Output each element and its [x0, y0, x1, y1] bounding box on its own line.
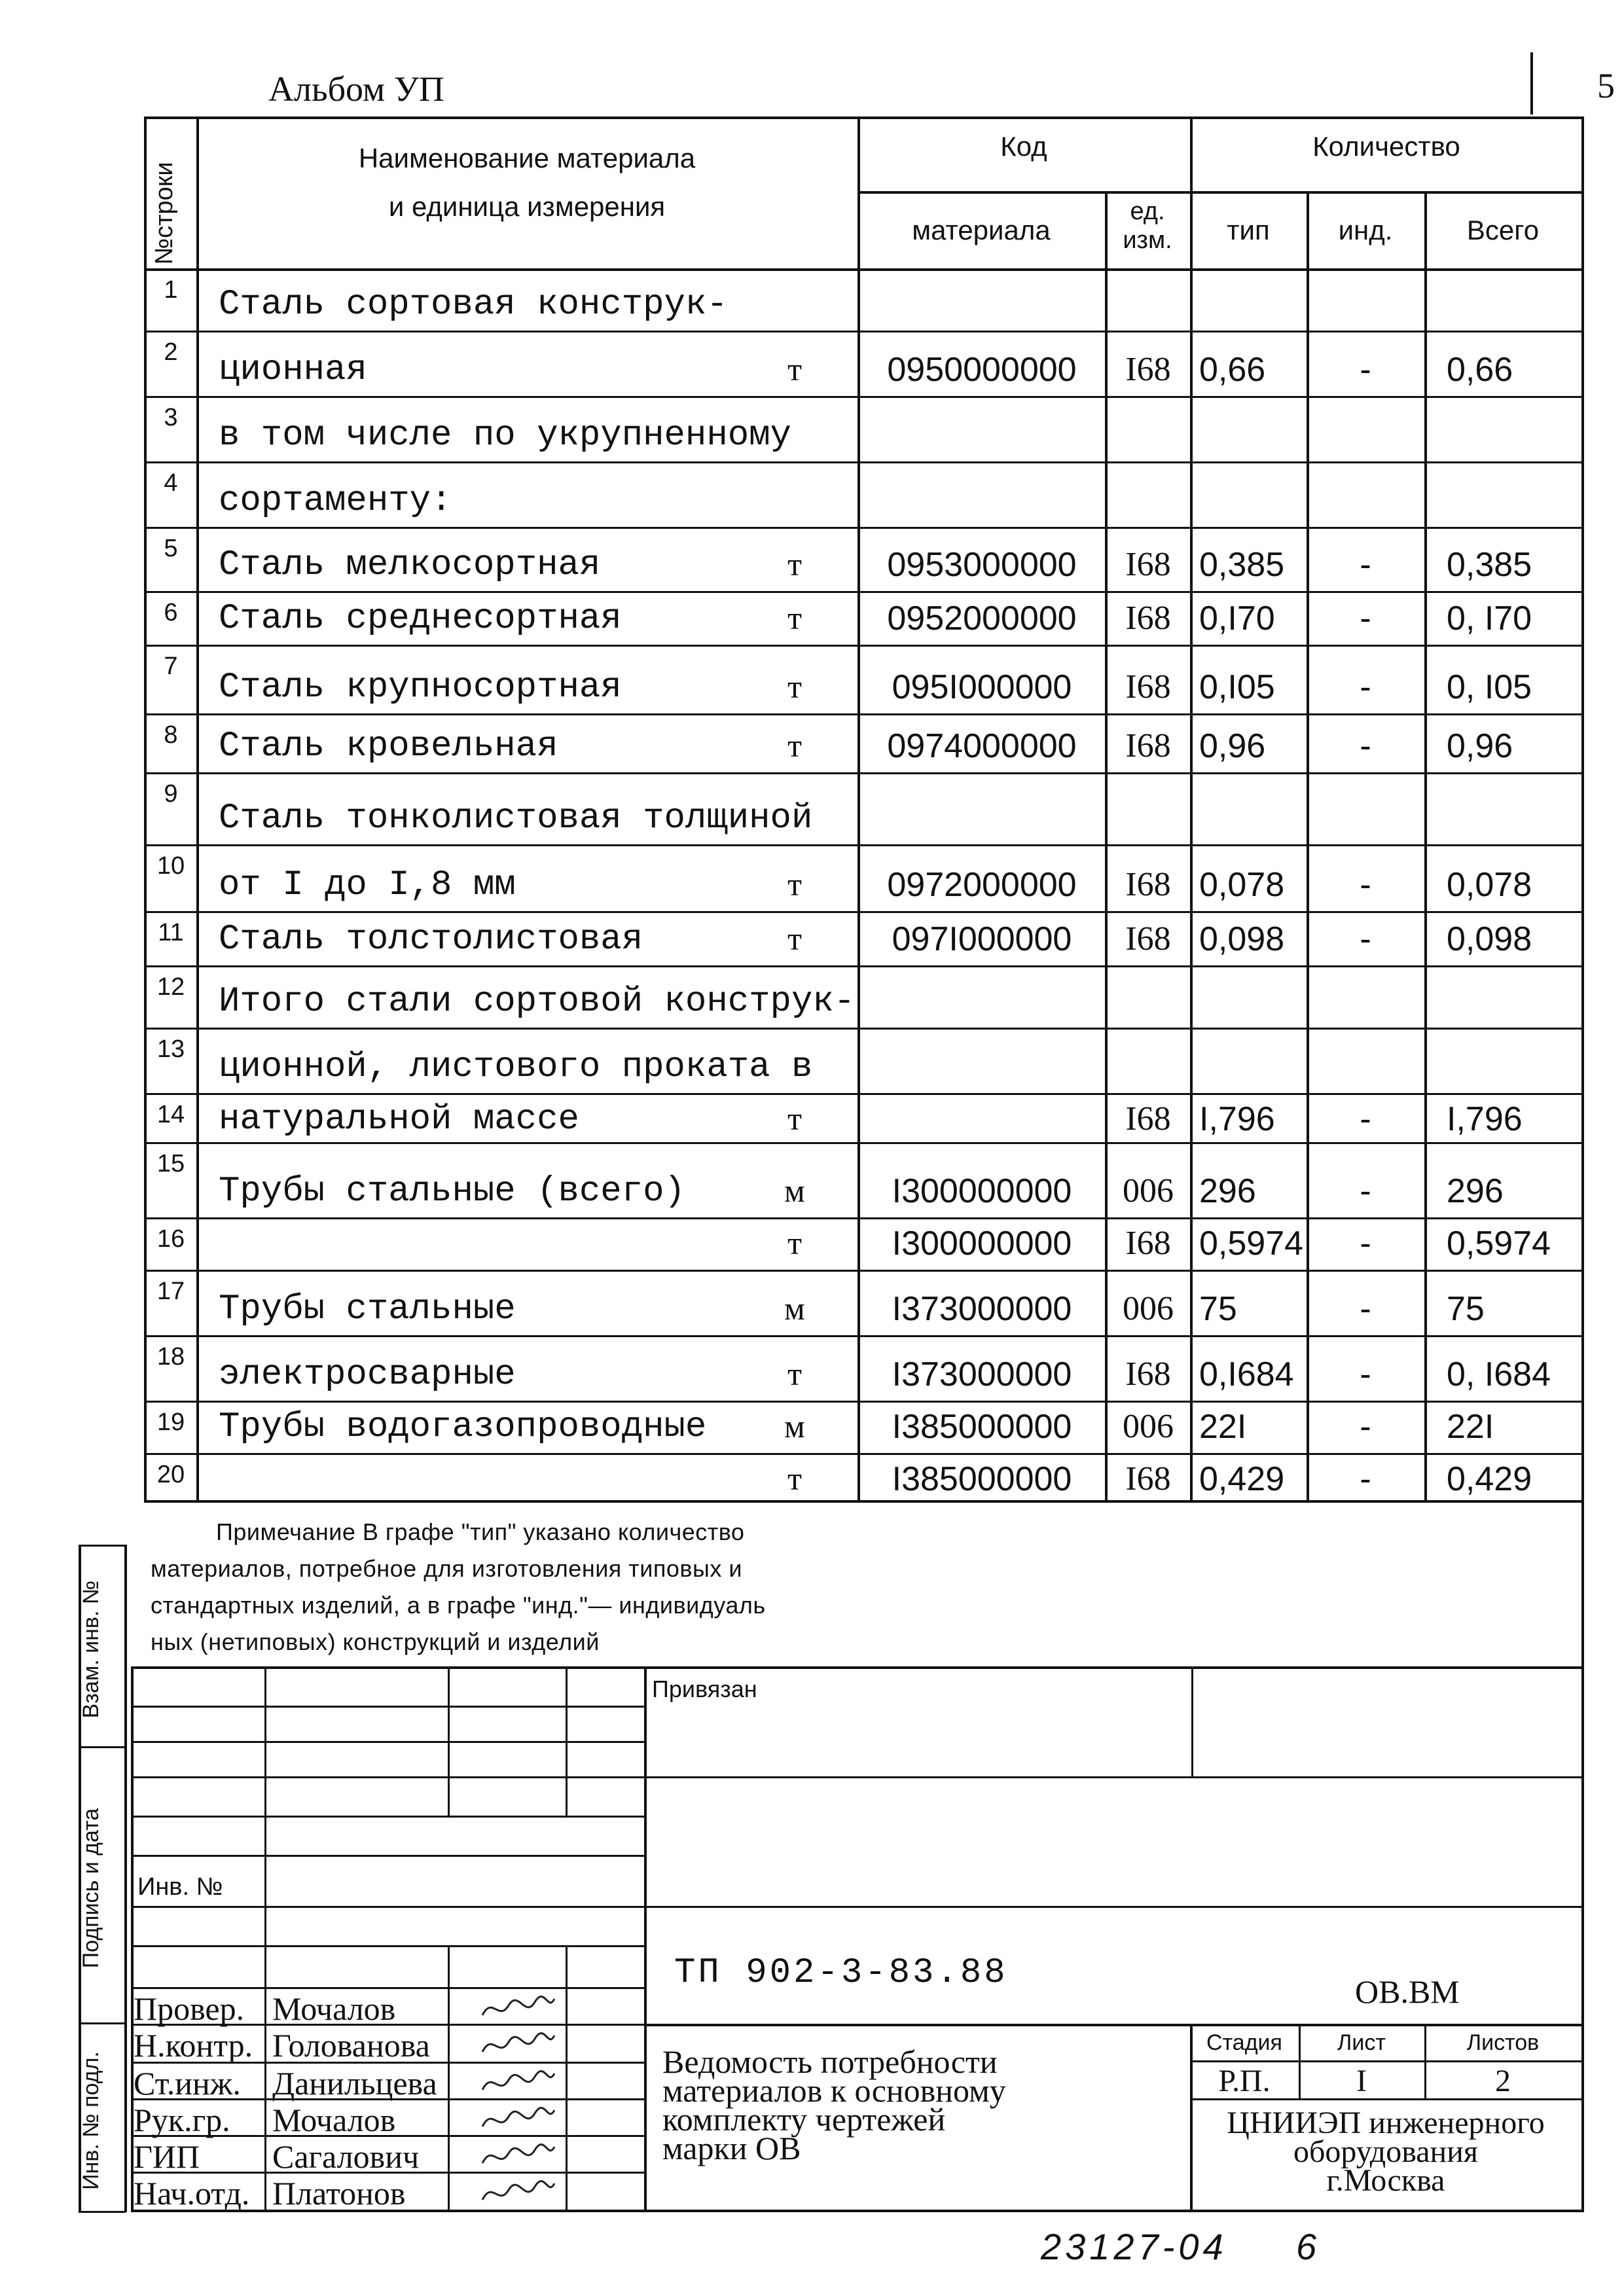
unit: т — [787, 727, 802, 764]
material-name: натуральной массе — [219, 1100, 579, 1139]
material-name: от I до I,8 мм — [219, 865, 516, 905]
unit-code: 006 — [1123, 1408, 1174, 1445]
material-name: ционная — [219, 350, 367, 390]
table-row-divider — [144, 591, 1583, 593]
signature-scribble — [479, 2140, 558, 2173]
row-number: 6 — [164, 599, 178, 626]
signatory-role: Рук.гр. — [134, 2102, 230, 2138]
material-name: ционной, листового проката в — [219, 1047, 813, 1087]
stamp-grid-h — [131, 1906, 645, 1908]
qty-ind: - — [1360, 920, 1371, 958]
qty-typ: 75 — [1199, 1290, 1237, 1328]
signature-scribble — [479, 2177, 558, 2210]
qty-ind: - — [1360, 1100, 1371, 1138]
signatory-role: ГИП — [134, 2138, 200, 2175]
qty-total: I,796 — [1447, 1100, 1523, 1138]
table-row-divider — [144, 331, 1583, 332]
table-row-divider — [144, 527, 1583, 529]
signature-scribble — [479, 2067, 558, 2100]
organization — [1190, 2106, 1581, 2198]
qty-ind: - — [1360, 351, 1371, 389]
header-unit-line1: ед. — [1130, 198, 1165, 225]
unit: м — [784, 1290, 805, 1327]
title-line-4: марки ОВ — [662, 2130, 801, 2166]
margin-line — [79, 1545, 126, 1547]
signatory-name: Данильцева — [272, 2065, 437, 2102]
stamp-grid-h — [131, 1776, 645, 1778]
unit-code: I68 — [1125, 1225, 1171, 1262]
signatory-role: Провер. — [134, 1990, 245, 2027]
title-line-1: Ведомость потребности — [662, 2043, 998, 2080]
qty-ind: - — [1360, 1225, 1371, 1263]
material-code: 095I000000 — [892, 668, 1072, 706]
material-code: I385000000 — [892, 1460, 1072, 1498]
org-line-3: г.Москва — [1326, 2163, 1445, 2198]
header-name-line1: Наименование материала — [358, 143, 696, 173]
signatory-name: Голованова — [272, 2027, 430, 2064]
stamp-grid-h — [131, 1855, 645, 1857]
material-name: Сталь крупносортная — [219, 668, 622, 708]
rownum-column-divider — [196, 117, 199, 1503]
material-code: 097I000000 — [892, 920, 1072, 958]
signature-scribble — [479, 2029, 558, 2062]
row-number: 9 — [164, 780, 178, 808]
header-row-number: №строки — [151, 162, 178, 265]
unit: т — [787, 351, 802, 387]
qty-typ: 0,5974 — [1199, 1225, 1304, 1263]
qty-total: 296 — [1447, 1172, 1504, 1210]
qty-typ: 22I — [1199, 1408, 1247, 1446]
material-code: 0974000000 — [887, 727, 1077, 765]
table-row-divider — [144, 772, 1583, 774]
table-row-divider — [144, 645, 1583, 647]
qty-total: 22I — [1447, 1408, 1494, 1446]
row-number: 11 — [158, 919, 184, 946]
subheader-divider — [857, 191, 1584, 194]
qty-ind: - — [1360, 1408, 1371, 1446]
qty-ind: - — [1360, 1290, 1371, 1328]
row-number: 17 — [156, 1278, 185, 1305]
side-label-inv-podl: Инв. № подл. — [79, 2051, 103, 2190]
material-name: Сталь сортовая конструк- — [219, 285, 728, 325]
material-name: Сталь толстолистовая — [219, 920, 643, 960]
stamp-grid-h — [131, 1987, 645, 1989]
unit: т — [787, 1460, 802, 1497]
stage-value: Р.П. — [1218, 2064, 1271, 2098]
qty-total: 0,66 — [1447, 351, 1513, 389]
qty-typ: 0,385 — [1199, 546, 1285, 584]
material-name: сортаменту: — [219, 481, 452, 521]
stamp-stage-h — [1190, 2060, 1583, 2062]
qty-typ: I,796 — [1199, 1100, 1275, 1138]
table-row-divider — [144, 965, 1583, 967]
row-number: 4 — [164, 469, 178, 497]
material-code: 0972000000 — [887, 866, 1077, 904]
unit-code: I68 — [1125, 351, 1171, 388]
material-name: Сталь мелкосортная — [219, 545, 601, 585]
unit: т — [787, 920, 802, 957]
header-name-line2: и единица измерения — [388, 191, 666, 222]
album-label: Альбом УП — [268, 69, 444, 109]
header-code-material: материала — [912, 215, 1051, 245]
side-label-vzam: Взам. инв. № — [79, 1580, 103, 1719]
sheets-label: Листов — [1466, 2030, 1540, 2055]
unit: м — [784, 1172, 805, 1209]
qty-ind: - — [1360, 600, 1371, 637]
title-line-3: комплекту чертежей — [662, 2101, 946, 2138]
qty-ind: - — [1360, 866, 1371, 904]
row-number: 14 — [156, 1101, 185, 1128]
material-code: I373000000 — [892, 1290, 1072, 1328]
stamp-grid-h — [131, 1816, 645, 1818]
row-number: 7 — [164, 653, 178, 680]
material-name: Сталь тонколистовая толщиной — [219, 798, 813, 838]
header-bottom-border — [144, 268, 1584, 271]
stamp-right-h — [644, 1776, 1583, 1778]
material-code: I300000000 — [892, 1225, 1072, 1263]
sheet-label: Лист — [1337, 2030, 1386, 2055]
table-row-divider — [144, 396, 1583, 398]
note-block — [151, 1518, 766, 1665]
material-name: электросварные — [219, 1355, 516, 1395]
material-name: Сталь кровельная — [219, 726, 558, 766]
signatory-role: Нач.отд. — [134, 2175, 250, 2212]
stamp-right-h — [644, 1906, 1583, 1908]
qty-typ: 0,I684 — [1199, 1355, 1294, 1393]
row-number: 1 — [164, 276, 178, 304]
unit: т — [787, 1100, 802, 1137]
table-right-border — [1581, 117, 1584, 1503]
qty-total: 0,429 — [1447, 1460, 1532, 1498]
qty-typ: 0,078 — [1199, 866, 1285, 904]
unit: т — [787, 866, 802, 903]
qty-total: 75 — [1447, 1290, 1485, 1328]
qty-ind: - — [1360, 546, 1371, 584]
privyazan-label: Привязан — [652, 1676, 757, 1702]
material-code: 0950000000 — [887, 351, 1077, 389]
qty-ind: - — [1360, 1355, 1371, 1393]
row-number: 10 — [156, 852, 185, 880]
signature-scribble — [479, 1992, 558, 2025]
stamp-right-h — [644, 2024, 1583, 2026]
unit: т — [787, 546, 802, 583]
table-row-divider — [144, 461, 1583, 463]
footer-page-number: 6 — [1296, 2226, 1317, 2267]
qty-total: 0,078 — [1447, 866, 1532, 904]
document-code: ТП 902-3-83.88 — [674, 1953, 1008, 1993]
unit-code: I68 — [1125, 920, 1171, 958]
signatory-name: Сагалович — [272, 2138, 420, 2175]
row-number: 19 — [156, 1408, 185, 1436]
stamp-top-border — [131, 1666, 1584, 1669]
stamp-grid-h — [131, 1706, 645, 1708]
unit: т — [787, 1355, 802, 1392]
document-title — [662, 2043, 1006, 2166]
note-line-2: материалов, потребное для изготовления типовых и — [151, 1555, 743, 1582]
row-number: 15 — [156, 1150, 185, 1177]
table-row-divider — [144, 1217, 1583, 1219]
header-typ: тип — [1227, 215, 1270, 245]
material-code: 0953000000 — [887, 546, 1077, 584]
qty-total: 0,5974 — [1447, 1225, 1551, 1263]
margin-strip-right — [124, 1545, 127, 2212]
row-number: 20 — [156, 1461, 185, 1488]
row-number: 12 — [156, 973, 185, 1001]
signatory-name: Мочалов — [272, 2102, 396, 2138]
unit-code: I68 — [1125, 727, 1171, 764]
page-corner-number: 5 — [1597, 66, 1615, 105]
signatory-name: Платонов — [272, 2175, 406, 2212]
unit: м — [784, 1408, 805, 1444]
archive-number: 23127-04 — [1041, 2226, 1227, 2267]
qty-total: 0,96 — [1447, 727, 1513, 765]
qty-typ: 0,66 — [1199, 351, 1266, 389]
qty-typ: 0,098 — [1199, 920, 1285, 958]
qty-typ: 0,I70 — [1199, 600, 1275, 637]
row-number: 3 — [164, 404, 178, 431]
qty-total: 0, I684 — [1447, 1355, 1551, 1393]
row-number: 16 — [156, 1225, 185, 1253]
unit-code: I68 — [1125, 1460, 1171, 1498]
material-name: Трубы стальные (всего) — [219, 1172, 685, 1211]
header-ind: инд. — [1338, 215, 1393, 245]
ind-total-divider — [1424, 191, 1427, 1503]
material-name: Трубы стальные — [219, 1289, 516, 1329]
table-row-divider — [144, 1028, 1583, 1030]
qty-total: 0,385 — [1447, 546, 1532, 584]
table-row-divider — [144, 911, 1583, 913]
row-number: 5 — [164, 535, 178, 562]
table-top-border — [144, 117, 1584, 119]
table-row-divider — [144, 1401, 1583, 1403]
qty-total: 0, I70 — [1447, 600, 1532, 637]
stamp-grid-h — [131, 1945, 645, 1947]
sheet-value: I — [1356, 2064, 1367, 2098]
qty-total: 0,098 — [1447, 920, 1532, 958]
header-quantity: Количество — [1312, 131, 1460, 162]
unit-code: I68 — [1125, 668, 1171, 706]
material-code: I385000000 — [892, 1408, 1072, 1446]
table-row-divider — [144, 1335, 1583, 1337]
signatory-name: Мочалов — [272, 1990, 396, 2027]
qty-typ: 0,96 — [1199, 727, 1266, 765]
qty-ind: - — [1360, 1172, 1371, 1210]
qty-total: 0, I05 — [1447, 668, 1532, 706]
unit: т — [787, 1225, 802, 1261]
unit-code: I68 — [1125, 546, 1171, 583]
stamp-right-border — [1581, 1500, 1584, 2211]
stamp-main-divider — [644, 1666, 647, 2211]
stamp-grid-h — [131, 1741, 645, 1743]
table-row-divider — [144, 1142, 1583, 1144]
table-row-divider — [144, 713, 1583, 715]
stamp-grid-v — [264, 1666, 266, 2211]
qty-ind: - — [1360, 727, 1371, 765]
qty-typ: 296 — [1199, 1172, 1256, 1210]
qty-ind: - — [1360, 668, 1371, 706]
org-line-2: оборудования — [1293, 2134, 1478, 2169]
table-row-divider — [144, 1270, 1583, 1272]
note-line-4: ных (нетиповых) конструкций и изделий — [151, 1628, 600, 1655]
signatory-role: Н.контр. — [134, 2027, 253, 2064]
qty-typ: 0,I05 — [1199, 668, 1275, 706]
table-row-divider — [144, 844, 1583, 846]
header-divider — [1530, 52, 1533, 115]
unit-code: I68 — [1125, 600, 1171, 637]
row-number: 8 — [164, 721, 178, 749]
material-code: I300000000 — [892, 1172, 1072, 1210]
material-code: I373000000 — [892, 1355, 1072, 1393]
stage-label: Стадия — [1206, 2030, 1282, 2055]
header-code: Код — [1000, 131, 1047, 162]
header-unit-line2: изм. — [1123, 226, 1172, 254]
code-qty-divider — [1190, 117, 1193, 1503]
table-bottom-border — [144, 1500, 1584, 1503]
material-code: 0952000000 — [887, 600, 1077, 637]
unit: т — [787, 668, 802, 705]
row-number: 18 — [156, 1343, 185, 1371]
sheets-value: 2 — [1495, 2064, 1511, 2098]
unit-code: I68 — [1125, 866, 1171, 903]
table-row-divider — [144, 1453, 1583, 1455]
row-number: 2 — [164, 338, 178, 366]
side-label-podpis: Подпись и дата — [79, 1808, 103, 1969]
signature-scribble — [479, 2104, 558, 2136]
material-name: Сталь среднесортная — [219, 599, 622, 639]
org-line-1: ЦНИИЭП инженерного — [1227, 2106, 1545, 2140]
unit-code: 006 — [1123, 1172, 1174, 1210]
unit: т — [787, 600, 802, 636]
material-name: Итого стали сортовой конструк- — [219, 982, 856, 1022]
inv-no-label: Инв. № — [137, 1873, 223, 1901]
unit-code: I68 — [1125, 1100, 1171, 1138]
note-line-1: Примечание В графе "тип" указано количество — [216, 1518, 745, 1545]
document-mark: ОВ.ВМ — [1355, 1973, 1460, 2010]
unit-code: 006 — [1123, 1290, 1174, 1327]
table-row-divider — [144, 1093, 1583, 1095]
qty-typ: 0,429 — [1199, 1460, 1285, 1498]
unit-code: I68 — [1125, 1355, 1171, 1393]
stamp-privyazan-divider — [1191, 1666, 1193, 1776]
qty-ind: - — [1360, 1460, 1371, 1498]
note-line-3: стандартных изделий, а в графе "инд."— индивидуаль — [151, 1592, 766, 1619]
material-name: в том числе по укрупненному — [219, 416, 791, 456]
material-name: Трубы водогазопроводные — [219, 1407, 707, 1447]
header-total: Всего — [1466, 215, 1540, 245]
signatory-role: Ст.инж. — [134, 2065, 241, 2102]
row-number: 13 — [156, 1035, 185, 1063]
title-line-2: материалов к основному — [662, 2072, 1006, 2109]
